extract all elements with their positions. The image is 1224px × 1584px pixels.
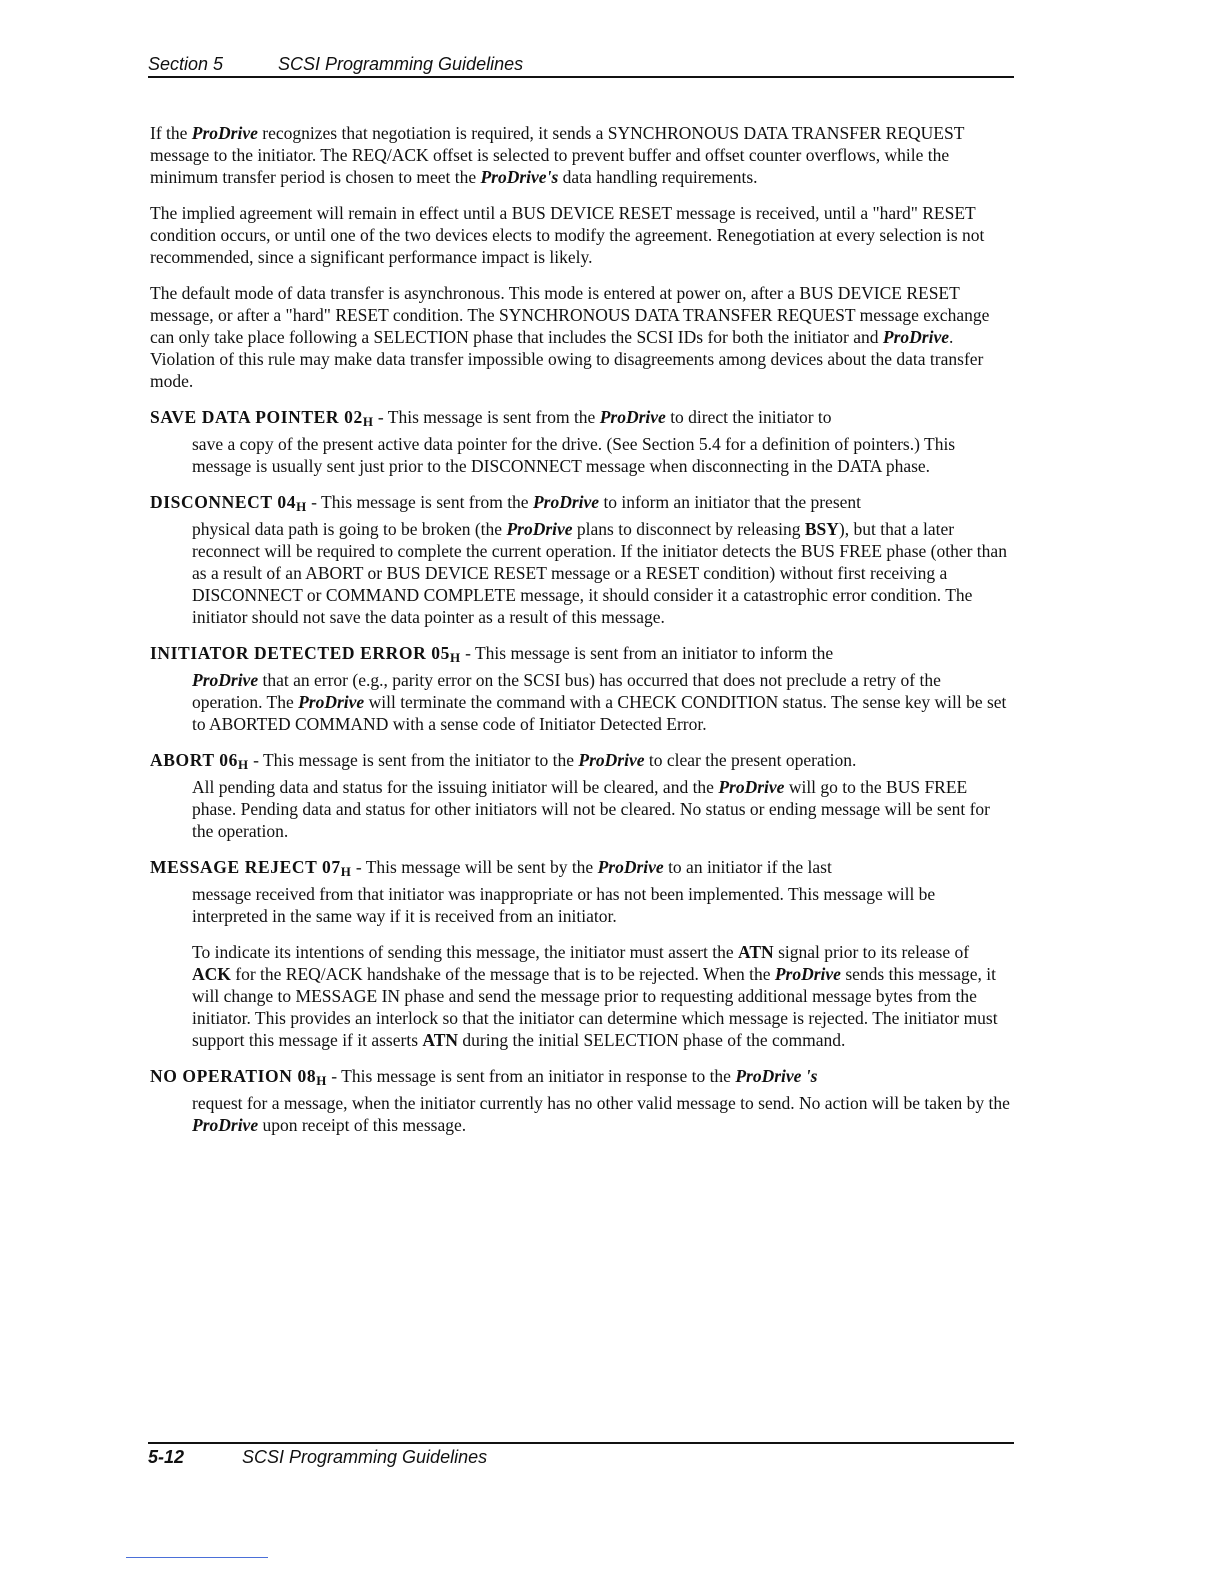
definition-message-reject: MESSAGE REJECT $07_H$ - This message will be sent by the ProDrive to an initiator if the last message received from that initiator was inappropriate or has not been implemented. This message will be interpreted in the same way if it is received from an initiator. To indicate its intentions of sending this message, the initiator must assert the ATN signal prior to its release of ACK for the REQ/ACK handshake of the message that is to be rejected. When the ProDrive sends this message, it will change to MESSAGE IN phase and send the message prior to requesting additional message bytes from the initiator. This provides an interlock so that the initiator can determine which message is rejected. The initiator must support this message if it asserts ATN during the initial SELECTION phase of the command. xyxy=(150,856,1012,1051)
paragraph-negotiation: If the ProDrive recognizes that negotiation is required, it sends a SYNCHRONOUS DATA TRANSFER REQUEST message to the initiator. The REQ/ACK offset is selected to prevent buffer and offset counter overflows, while the minimum transfer period is chosen to meet the ProDrive's data handling requirements. xyxy=(150,123,965,187)
term-message-reject: MESSAGE REJECT $07_H$ xyxy=(150,857,352,879)
definition-initiator-detected-error: INITIATOR DETECTED ERROR $05_H$ - This message is sent from an initiator to inform the ProDrive that an error (e.g., parity error on the SCSI bus) has occurred that does not preclude a retry of the operation. The ProDrive will terminate the command with a CHECK CONDITION status. The sense key will be set to ABORTED COMMAND with a sense code of Initiator Detected Error. xyxy=(150,643,1007,734)
definition-no-operation: NO OPERATION $08_H$ - This message is sent from an initiator in response to the ProDrive 's request for a message, when the initiator currently has no other valid message to send. No action will be taken by the ProDrive upon receipt of this message. xyxy=(150,1066,1010,1135)
term-initiator-detected-error: INITIATOR DETECTED ERROR $05_H$ xyxy=(150,643,461,665)
header-section: Section 5 xyxy=(148,54,224,74)
term-abort: ABORT $06_H$ xyxy=(150,750,249,772)
paragraph-reject-atn: To indicate its intentions of sending this message, the initiator must assert the ATN signal prior to its release of ACK for the REQ/ACK handshake of the message that is to be rejected. When the ProDrive sends this message, it will change to MESSAGE IN phase and send the message prior to requesting additional message bytes from the initiator. This provides an interlock so that the initiator can determine which message is rejected. The initiator must support this message if it asserts ATN during the initial SELECTION phase of the command. xyxy=(192,942,998,1050)
paragraph-default-mode: The default mode of data transfer is asynchronous. This mode is entered at power on, after a BUS DEVICE RESET message, or after a "hard" RESET condition. The SYNCHRONOUS DATA TRANSFER REQUEST message exchange can only take place following a SELECTION phase that includes the SCSI IDs for both the initiator and ProDrive. Violation of this rule may make data transfer impossible owing to disagreements among devices about the data transfer mode. xyxy=(150,283,990,391)
page-number: 5-12 xyxy=(148,1447,185,1467)
term-no-operation: NO OPERATION $08_H$ xyxy=(150,1066,327,1088)
definition-abort: ABORT $06_H$ - This message is sent from the initiator to the ProDrive to clear the present operation. All pending data and status for the issuing initiator will be cleared, and the ProDrive will go to the BUS FREE phase. Pending data and status for other initiators will not be cleared. No status or ending message will be sent for the operation. xyxy=(150,750,991,841)
term-save-data-pointer: SAVE DATA POINTER $02_H$ xyxy=(150,407,374,429)
paragraph-agreement: The implied agreement will remain in effect until a BUS DEVICE RESET message is received, until a "hard" RESET condition occurs, or until one of the two devices elects to modify the agreement. Renegotiation at every selection is not recommended, since a significant performance impact is likely. xyxy=(150,203,985,267)
page-footer xyxy=(148,1442,1014,1468)
header-title: SCSI Programming Guidelines xyxy=(278,54,524,74)
scan-mark-line xyxy=(126,1557,268,1558)
footer-title: SCSI Programming Guidelines xyxy=(242,1447,488,1467)
definition-disconnect: DISCONNECT $04_H$ - This message is sent from the ProDrive to inform an initiator that the present physical data path is going to be broken (the ProDrive plans to disconnect by releasing BSY), but that a later reconnect will be required to complete the current operation. If the initiator detects the BUS FREE phase (other than as a result of an ABORT or BUS DEVICE RESET message or a RESET condition) without first receiving a DISCONNECT or COMMAND COMPLETE message, it should consider it a catastrophic error condition. The initiator should not save the data pointer as a result of this message. xyxy=(150,492,1007,627)
page-header xyxy=(148,54,1014,78)
page-body xyxy=(150,122,1012,1150)
term-disconnect: DISCONNECT $04_H$ xyxy=(150,492,307,514)
definition-save-data-pointer: SAVE DATA POINTER $02_H$ - This message is sent from the ProDrive to direct the initiator to save a copy of the present active data pointer for the drive. (See Section 5.4 for a definition of pointers.) This message is usually sent just prior to the DISCONNECT message when disconnecting in the DATA phase. xyxy=(150,407,956,476)
